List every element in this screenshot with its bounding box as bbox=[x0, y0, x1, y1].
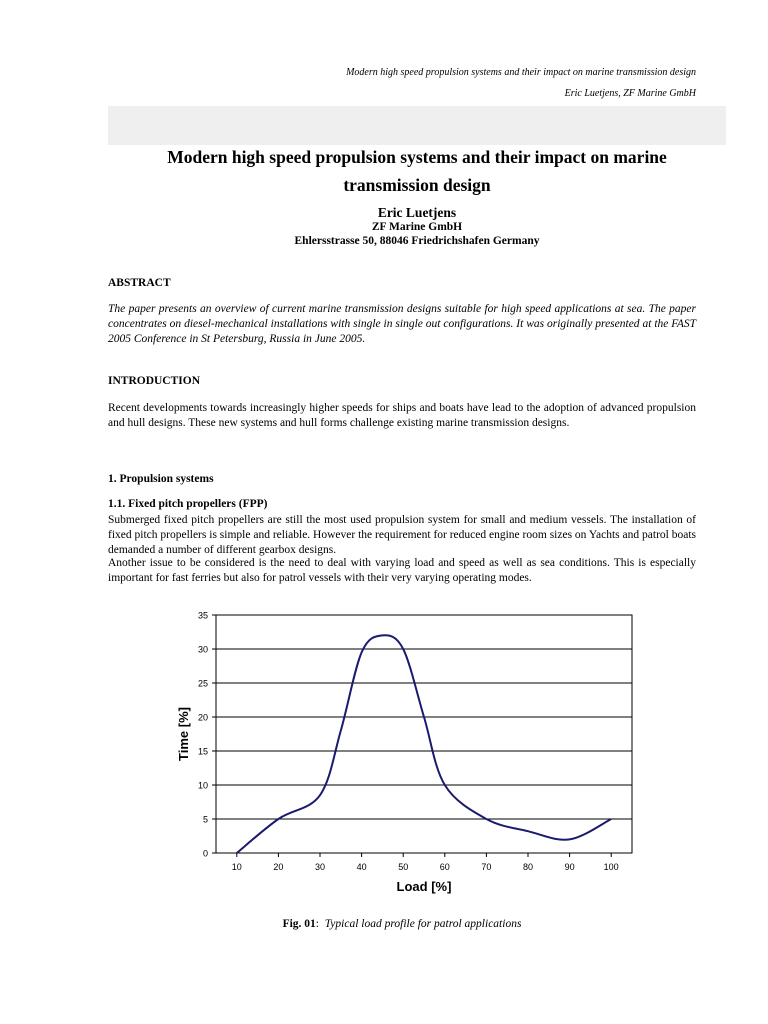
x-tick-label-9: 100 bbox=[603, 862, 619, 872]
header-band bbox=[108, 106, 726, 145]
x-tick-label-0: 10 bbox=[231, 862, 242, 872]
x-tick-label-8: 90 bbox=[564, 862, 575, 872]
author-name: Eric Luetjens bbox=[377, 205, 457, 220]
abstract-text: The paper presents an overview of current marine transmission designs suitable for high speed applications at sea. The paper concentrates on diesel-mechanical installations with single in single out configurations. It was originally presented at the FAST 2005 Conference in St Petersburg, Russia in June 2005. bbox=[108, 303, 696, 346]
y-axis-label: Time [%] bbox=[176, 707, 191, 761]
figure-caption-text: Typical load profile for patrol applications bbox=[324, 918, 522, 930]
x-tick-label-2: 30 bbox=[314, 862, 326, 872]
y-tick-label-7: 35 bbox=[197, 610, 208, 621]
fpp-paragraph-1: Submerged fixed pitch propellers are still the most used propulsion system for small and medium vessels. The installation of fixed pitch propellers is simple and reliable. However the requirement for reduced engine room sizes on Yachts and patrol boats demanded a number of different gearbox designs. bbox=[108, 514, 696, 557]
figure-label: Fig. 01 bbox=[282, 918, 316, 930]
introduction-heading: INTRODUCTION bbox=[108, 375, 201, 387]
paper-title-line-1: Modern high speed propulsion systems and their impact on marine bbox=[167, 147, 667, 167]
running-head-author: Eric Luetjens, ZF Marine GmbH bbox=[564, 88, 696, 99]
x-tick-label-3: 40 bbox=[356, 862, 367, 872]
x-tick-label-4: 50 bbox=[398, 862, 409, 872]
figure-label-separator: : bbox=[315, 918, 319, 930]
abstract-heading: ABSTRACT bbox=[108, 277, 171, 289]
y-tick-label-4: 20 bbox=[197, 712, 208, 723]
plot-area-frame bbox=[216, 615, 632, 853]
fpp-paragraph-2: Another issue to be considered is the need to deal with varying load and speed as well as sea conditions. This is especially important for fast ferries but also for patrol vessels with their very varying operating modes. bbox=[108, 557, 696, 585]
x-tick-label-6: 70 bbox=[481, 862, 492, 872]
x-axis-label: Load [%] bbox=[396, 879, 452, 894]
paper-title-line-2: transmission design bbox=[343, 175, 491, 195]
x-axis-ticks bbox=[232, 853, 619, 872]
y-tick-label-0: 0 bbox=[202, 848, 208, 859]
y-tick-label-1: 5 bbox=[202, 814, 208, 825]
y-tick-label-5: 25 bbox=[197, 678, 208, 689]
introduction-text: Recent developments towards increasingly higher speeds for ships and boats have lead to the adoption of advanced propulsion and hull designs. These new systems and hull forms challenge existing marine transmission designs. bbox=[108, 402, 696, 430]
section-heading-propulsion: 1. Propulsion systems bbox=[108, 473, 214, 485]
chart-grid bbox=[216, 615, 632, 853]
author-address: Ehlersstrasse 50, 88046 Friedrichshafen Germany bbox=[294, 235, 540, 247]
load-profile-chart bbox=[160, 600, 660, 900]
y-axis-ticks bbox=[198, 611, 216, 859]
subsection-heading-fpp: 1.1. Fixed pitch propellers (FPP) bbox=[108, 498, 268, 510]
x-tick-label-7: 80 bbox=[522, 862, 534, 872]
y-tick-label-3: 15 bbox=[197, 746, 208, 757]
y-tick-label-6: 30 bbox=[197, 644, 208, 655]
x-tick-label-5: 60 bbox=[439, 862, 450, 872]
y-tick-label-2: 10 bbox=[197, 780, 208, 791]
figure-caption bbox=[108, 918, 696, 930]
series-line bbox=[237, 635, 611, 853]
author-affiliation: ZF Marine GmbH bbox=[371, 221, 463, 233]
running-head-title: Modern high speed propulsion systems and their impact on marine transmission design bbox=[346, 67, 696, 78]
x-tick-label-1: 20 bbox=[273, 862, 284, 872]
